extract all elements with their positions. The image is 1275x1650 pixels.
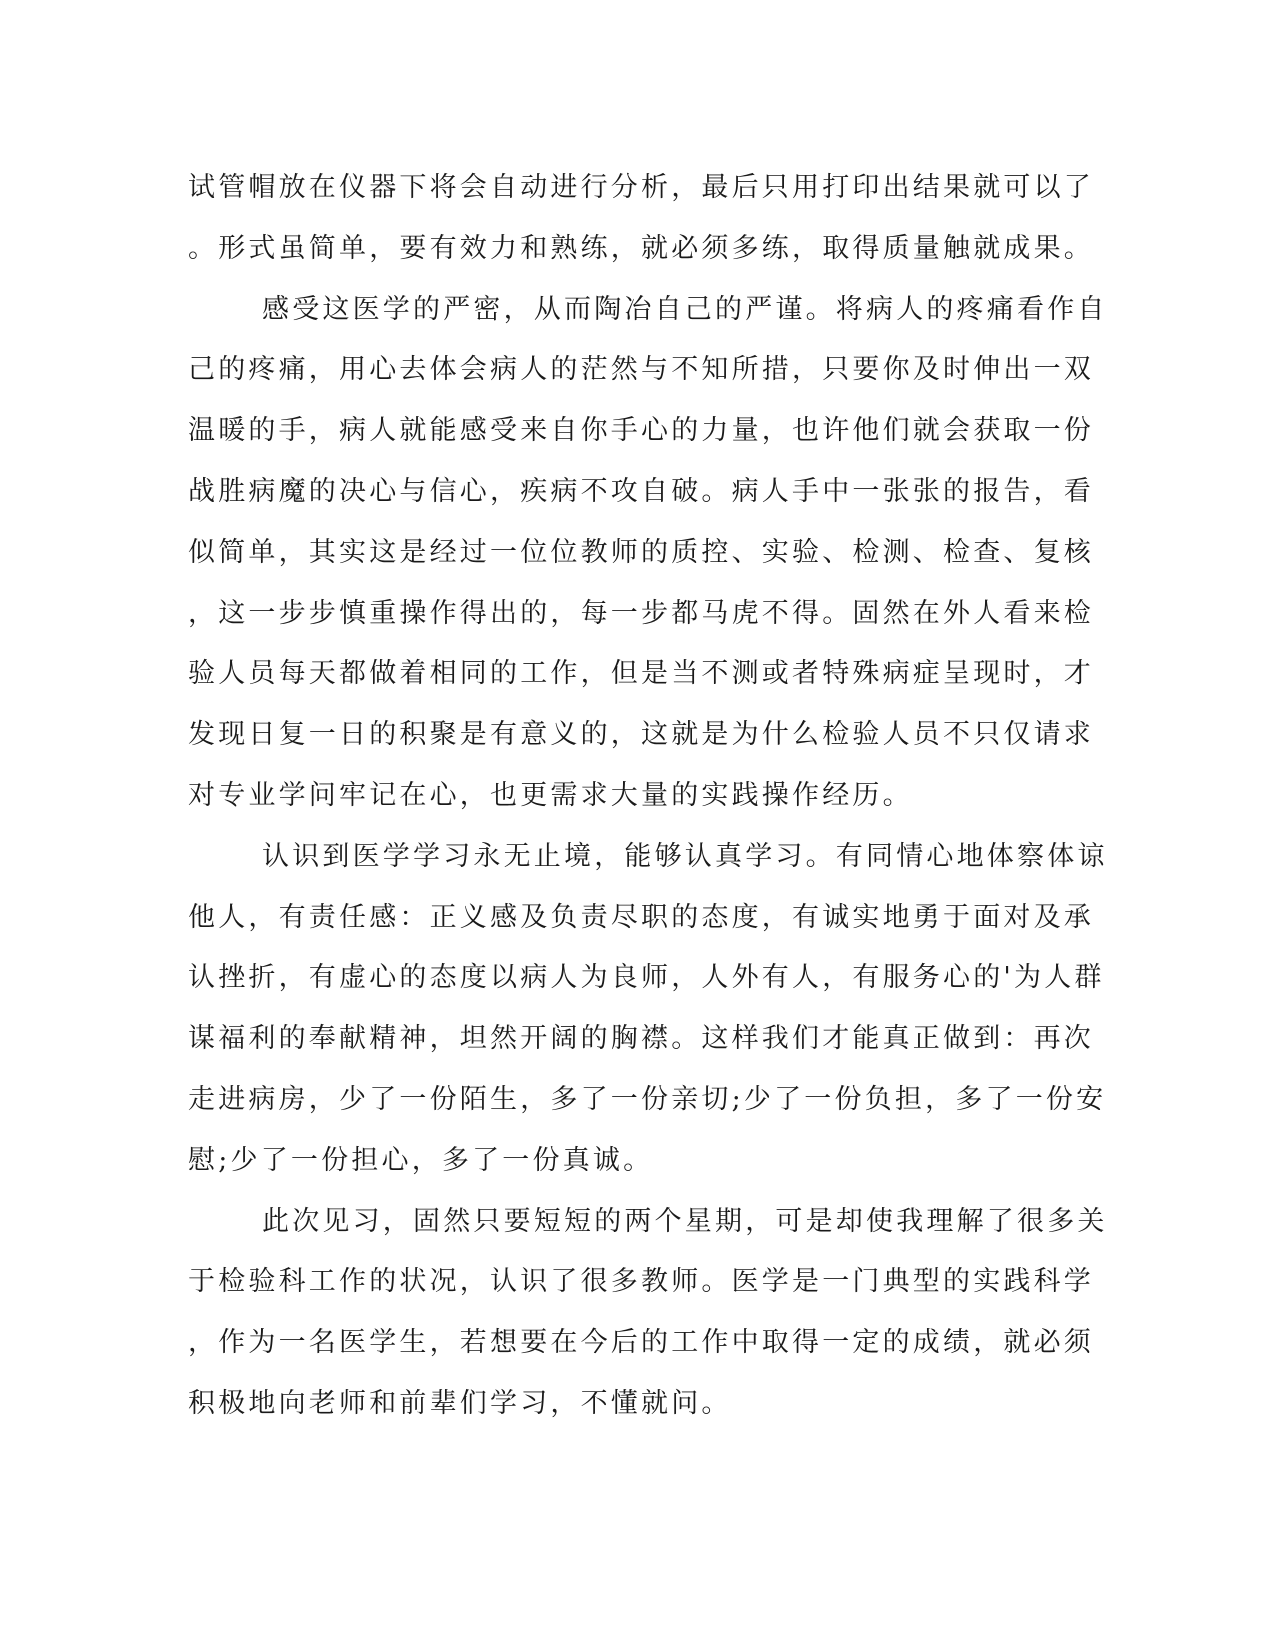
text-line: 验人员每天都做着相同的工作，但是当不测或者特殊病症呈现时，才 bbox=[188, 658, 1094, 690]
text-line: 慰;少了一份担心，多了一份真诚。 bbox=[188, 1144, 654, 1176]
text-line: 走进病房，少了一份陌生，多了一份亲切;少了一份负担，多了一份安 bbox=[188, 1083, 1107, 1115]
text-line: 试管帽放在仪器下将会自动进行分析，最后只用打印出结果就可以了 bbox=[188, 172, 1094, 203]
text-line: 此次见习，固然只要短短的两个星期，可是却使我理解了很多关 bbox=[262, 1205, 1108, 1237]
text-line: 认识到医学学习永无止境，能够认真学习。有同情心地体察体谅 bbox=[262, 840, 1108, 872]
text-line: 温暖的手，病人就能感受来自你手心的力量，也许他们就会获取一份 bbox=[188, 415, 1094, 447]
text-line: ，作为一名医学生，若想要在今后的工作中取得一定的成绩，就必须 bbox=[188, 1327, 1094, 1359]
text-line: 对专业学问牢记在心，也更需求大量的实践操作经历。 bbox=[188, 779, 913, 811]
text-line: 战胜病魔的决心与信心，疾病不攻自破。病人手中一张张的报告，看 bbox=[188, 475, 1094, 507]
body-text bbox=[188, 158, 1108, 1435]
text-line: 他人，有责任感：正义感及负责尽职的态度，有诚实地勇于面对及承 bbox=[188, 901, 1094, 933]
text-line: 发现日复一日的积聚是有意义的，这就是为什么检验人员不只仅请求 bbox=[188, 719, 1094, 751]
text-line: 积极地向老师和前辈们学习，不懂就问。 bbox=[188, 1387, 732, 1419]
text-line: 己的疼痛，用心去体会病人的茫然与不知所措，只要你及时伸出一双 bbox=[188, 354, 1094, 386]
text-line: ，这一步步慎重操作得出的，每一步都马虎不得。固然在外人看来检 bbox=[188, 597, 1094, 629]
text-line: 似简单，其实这是经过一位位教师的质控、实验、检测、检查、复核 bbox=[188, 536, 1094, 568]
text-line: 谋福利的奉献精神，坦然开阔的胸襟。这样我们才能真正做到：再次 bbox=[188, 1023, 1094, 1055]
text-line: 。形式虽简单，要有效力和熟练，就必须多练，取得质量触就成果。 bbox=[188, 232, 1094, 264]
text-line: 于检验科工作的状况，认识了很多教师。医学是一门典型的实践科学 bbox=[188, 1266, 1094, 1298]
text-line: 认挫折，有虚心的态度以病人为良师，人外有人，有服务心的'为人群 bbox=[188, 962, 1105, 994]
text-line: 感受这医学的严密，从而陶冶自己的严谨。将病人的疼痛看作自 bbox=[262, 293, 1108, 325]
